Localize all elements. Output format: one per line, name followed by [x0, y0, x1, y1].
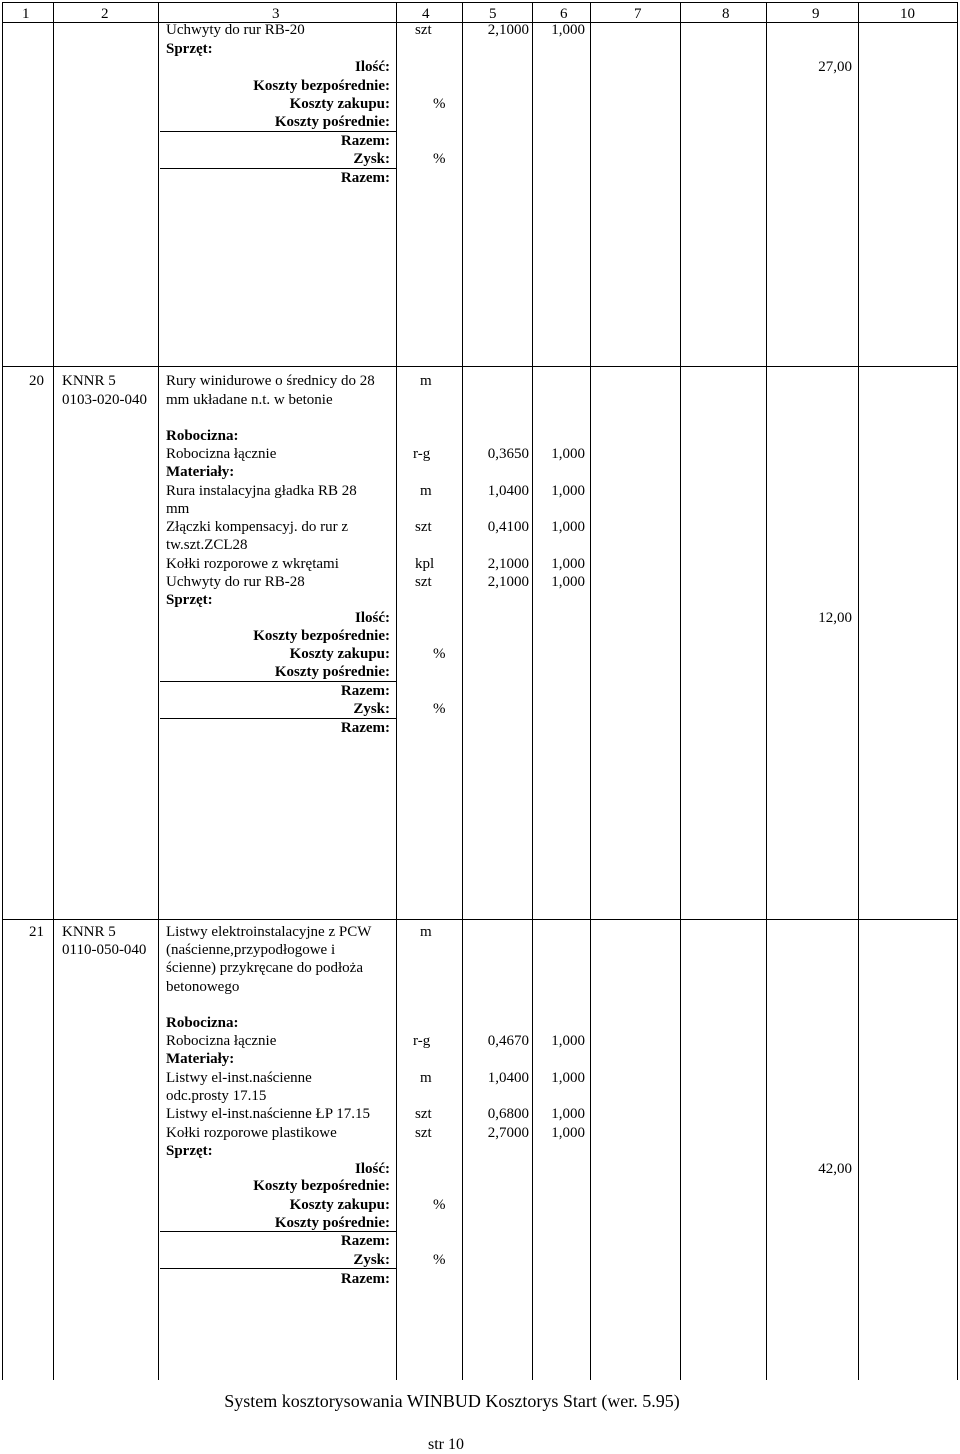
label-razem: Razem:	[340, 1271, 390, 1287]
resource-norm: 1,0400	[487, 483, 529, 499]
resource-unit: szt	[415, 1106, 432, 1122]
column-separator	[957, 2, 958, 1380]
resource-name: Kołki rozporowe plastikowe	[166, 1125, 337, 1141]
resource-norm: 0,4670	[487, 1033, 529, 1049]
resource-norm: 0,6800	[487, 1106, 529, 1122]
table-top-border	[2, 2, 958, 3]
percent-sign: %	[433, 1197, 446, 1213]
percent-sign: %	[433, 646, 446, 662]
section-label-robocizna: Robocizna:	[166, 428, 239, 444]
resource-norm: 0,3650	[487, 446, 529, 462]
label-koszty-bezposrednie: Koszty bezpośrednie:	[253, 78, 390, 94]
resource-coef: 1,000	[551, 519, 585, 535]
resource-unit: r-g	[413, 1033, 431, 1049]
section-label-materialy: Materiały:	[166, 1051, 235, 1067]
percent-sign: %	[433, 701, 446, 717]
resource-coef: 1,000	[551, 1125, 585, 1141]
column-separator	[680, 2, 681, 1380]
label-zysk: Zysk:	[353, 1252, 390, 1268]
label-razem: Razem:	[340, 720, 390, 736]
position-description: (naścienne,przypodłogowe i	[166, 942, 336, 958]
header-col-4: 4	[422, 6, 430, 22]
label-koszty-bezposrednie: Koszty bezpośrednie:	[253, 628, 390, 644]
column-separator	[2, 2, 3, 1380]
resource-name: tw.szt.ZCL28	[166, 537, 248, 553]
label-ilosc: Ilość:	[355, 1161, 390, 1177]
header-col-10: 10	[900, 6, 915, 22]
label-koszty-zakupu: Koszty zakupu:	[289, 1197, 390, 1213]
label-koszty-posrednie: Koszty pośrednie:	[274, 1215, 390, 1231]
section-label-robocizna: Robocizna:	[166, 1015, 239, 1031]
column-separator	[858, 2, 859, 1380]
position-unit: m	[420, 373, 432, 389]
position-description: ścienne) przykręcane do podłoża	[166, 960, 363, 976]
position-description: betonowego	[166, 979, 240, 995]
catalog-code: KNNR 5	[62, 373, 116, 389]
percent-sign: %	[433, 96, 446, 112]
catalog-code: 0110-050-040	[62, 942, 147, 958]
quantity-value: 27,00	[818, 59, 852, 75]
position-description: Listwy elektroinstalacyjne z PCW	[166, 924, 372, 940]
row-separator	[2, 919, 958, 920]
header-col-2: 2	[101, 6, 109, 22]
resource-name: Uchwyty do rur RB-20	[166, 22, 305, 38]
label-razem: Razem:	[340, 1233, 390, 1249]
catalog-code: KNNR 5	[62, 924, 116, 940]
resource-name: Rura instalacyjna gładka RB 28	[166, 483, 357, 499]
header-col-3: 3	[272, 6, 280, 22]
resource-unit: szt	[415, 22, 432, 38]
position-number: 20	[29, 373, 44, 389]
label-ilosc: Ilość:	[355, 59, 390, 75]
column-separator	[462, 2, 463, 1380]
resource-coef: 1,000	[551, 1070, 585, 1086]
section-label-sprzet: Sprzęt:	[166, 1143, 213, 1159]
position-unit: m	[420, 924, 432, 940]
resource-name: Robocizna łącznie	[166, 446, 277, 462]
header-col-9: 9	[812, 6, 820, 22]
resource-unit: kpl	[415, 556, 435, 572]
resource-name: Robocizna łącznie	[166, 1033, 277, 1049]
header-col-7: 7	[634, 6, 642, 22]
resource-coef: 1,000	[551, 1033, 585, 1049]
quantity-value: 42,00	[818, 1161, 852, 1177]
resource-unit: szt	[415, 1125, 432, 1141]
resource-coef: 1,000	[551, 1106, 585, 1122]
resource-norm: 2,7000	[487, 1125, 529, 1141]
resource-unit: szt	[415, 574, 432, 590]
label-koszty-zakupu: Koszty zakupu:	[289, 646, 390, 662]
label-zysk: Zysk:	[353, 151, 390, 167]
resource-norm: 0,4100	[487, 519, 529, 535]
resource-name: mm	[166, 501, 190, 517]
resource-name: Listwy el-inst.naścienne ŁP 17.15	[166, 1106, 370, 1122]
row-separator	[2, 366, 958, 367]
resource-name: Kołki rozporowe z wkrętami	[166, 556, 339, 572]
column-separator	[158, 2, 159, 1380]
position-description: mm układane n.t. w betonie	[166, 392, 333, 408]
label-razem: Razem:	[340, 133, 390, 149]
header-col-6: 6	[560, 6, 568, 22]
header-col-5: 5	[489, 6, 497, 22]
label-ilosc: Ilość:	[355, 610, 390, 626]
resource-unit: szt	[415, 519, 432, 535]
position-description: Rury winidurowe o średnicy do 28	[166, 373, 375, 389]
section-label-sprzet: Sprzęt:	[166, 41, 213, 57]
label-koszty-zakupu: Koszty zakupu:	[289, 96, 390, 112]
footer-system-name: System kosztorysowania WINBUD Kosztorys Start (wer. 5.95)	[224, 1391, 680, 1411]
header-col-8: 8	[722, 6, 730, 22]
column-separator	[532, 2, 533, 1380]
quantity-value: 12,00	[818, 610, 852, 626]
label-koszty-posrednie: Koszty pośrednie:	[274, 664, 390, 680]
label-razem: Razem:	[340, 170, 390, 186]
resource-coef: 1,000	[551, 483, 585, 499]
resource-name: Listwy el-inst.naścienne	[166, 1070, 312, 1086]
resource-coef: 1,000	[551, 556, 585, 572]
section-label-materialy: Materiały:	[166, 464, 235, 480]
resource-norm: 1,0400	[487, 1070, 529, 1086]
label-zysk: Zysk:	[353, 701, 390, 717]
resource-coef: 1,000	[551, 574, 585, 590]
label-koszty-posrednie: Koszty pośrednie:	[274, 114, 390, 130]
column-separator	[53, 2, 54, 1380]
resource-norm: 2,1000	[487, 574, 529, 590]
percent-sign: %	[433, 151, 446, 167]
section-label-sprzet: Sprzęt:	[166, 592, 213, 608]
header-col-1: 1	[22, 6, 30, 22]
resource-name: odc.prosty 17.15	[166, 1088, 267, 1104]
position-number: 21	[29, 924, 44, 940]
label-koszty-bezposrednie: Koszty bezpośrednie:	[253, 1178, 390, 1194]
column-separator	[396, 2, 397, 1380]
resource-unit: m	[420, 1070, 432, 1086]
catalog-code: 0103-020-040	[62, 392, 147, 408]
column-separator	[590, 2, 591, 1380]
resource-coef: 1,000	[551, 446, 585, 462]
resource-name: Uchwyty do rur RB-28	[166, 574, 305, 590]
page-number: str 10	[428, 1436, 464, 1453]
resource-norm: 2,1000	[487, 556, 529, 572]
resource-unit: m	[420, 483, 432, 499]
resource-unit: r-g	[413, 446, 431, 462]
resource-coef: 1,000	[551, 22, 585, 38]
resource-name: Złączki kompensacyj. do rur z	[166, 519, 349, 535]
percent-sign: %	[433, 1252, 446, 1268]
resource-norm: 2,1000	[487, 22, 529, 38]
label-razem: Razem:	[340, 683, 390, 699]
